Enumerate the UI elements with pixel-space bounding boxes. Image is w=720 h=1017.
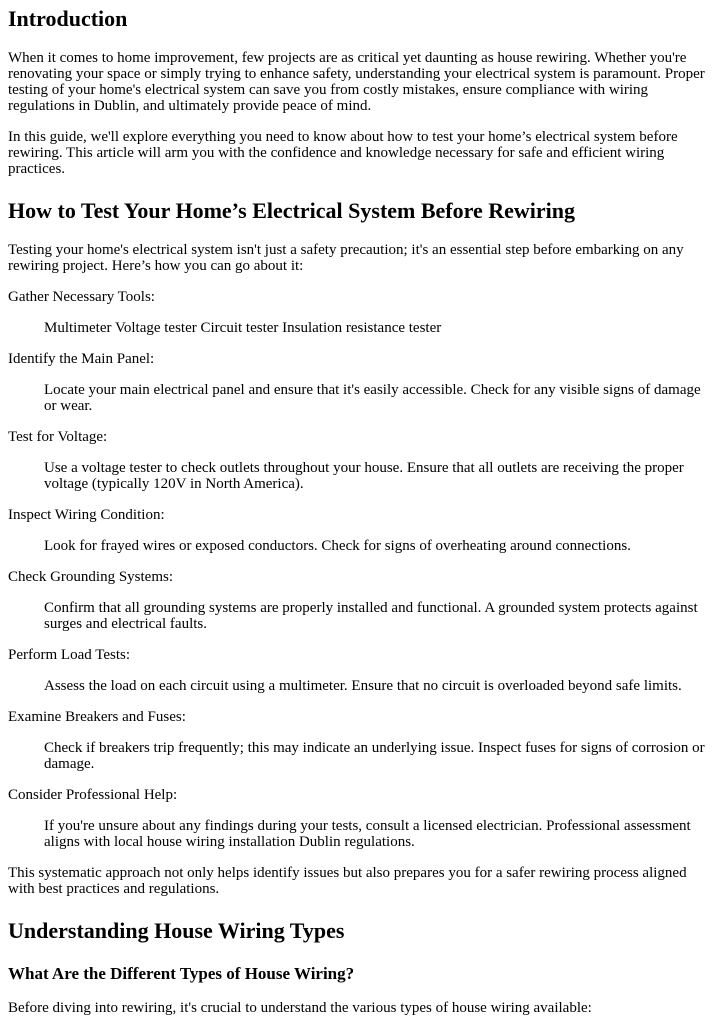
step-term: Check Grounding Systems: bbox=[8, 569, 173, 585]
types-lead: Before diving into rewiring, it's crucial to understand the various types of house wiring available: bbox=[8, 1000, 592, 1016]
step-description: Assess the load on each circuit using a multimeter. Ensure that no circuit is overloaded beyond safe limits. bbox=[44, 678, 682, 694]
step-term: Perform Load Tests: bbox=[8, 647, 130, 663]
step-description: Locate your main electrical panel and ensure that it's easily accessible. Check for any visible signs of damage or wear. bbox=[44, 382, 701, 414]
step-description: Use a voltage tester to check outlets throughout your house. Ensure that all outlets are receiving the proper voltage (typically 120V in North America). bbox=[44, 460, 684, 492]
step-description: Confirm that all grounding systems are properly installed and functional. A grounded system protects against surges and electrical faults. bbox=[44, 600, 698, 632]
intro-heading: Introduction bbox=[8, 6, 128, 31]
types-subheading: What Are the Different Types of House Wiring? bbox=[8, 964, 355, 983]
step-term: Inspect Wiring Condition: bbox=[8, 507, 165, 523]
step-description: If you're unsure about any findings during your tests, consult a licensed electrician. Professional assessment aligns with local house wiring installation Dublin regulations. bbox=[44, 818, 691, 850]
step-term: Consider Professional Help: bbox=[8, 787, 178, 803]
step-term: Test for Voltage: bbox=[8, 429, 108, 445]
testing-steps-list bbox=[8, 289, 712, 850]
types-heading: Understanding House Wiring Types bbox=[8, 918, 345, 943]
step-description: Multimeter Voltage tester Circuit tester Insulation resistance tester bbox=[44, 320, 442, 336]
testing-closing: This systematic approach not only helps identify issues but also prepares you for a safer rewiring process aligned with best practices and regulations. bbox=[8, 865, 687, 897]
testing-heading: How to Test Your Home’s Electrical System Before Rewiring bbox=[8, 198, 576, 223]
testing-lead: Testing your home's electrical system isn't just a safety precaution; it's an essential step before embarking on any rewiring project. Here’s how you can go about it: bbox=[8, 242, 684, 274]
intro-paragraph-2: In this guide, we'll explore everything you need to know about how to test your home’s electrical system before rewiring. This article will arm you with the confidence and knowledge necessary for safe and efficient wiring practices. bbox=[8, 129, 678, 177]
intro-paragraph-1: When it comes to home improvement, few projects are as critical yet daunting as house rewiring. Whether you're renovating your space or simply trying to enhance safety, understanding your electrical system is paramount. Proper testing of your home's electrical system can save you from costly mistakes, ensure compliance with wiring regulations in Dublin, and ultimately provide peace of mind. bbox=[8, 50, 705, 114]
step-description: Look for frayed wires or exposed conductors. Check for signs of overheating around connections. bbox=[44, 538, 631, 554]
step-term: Examine Breakers and Fuses: bbox=[8, 709, 186, 725]
step-term: Identify the Main Panel: bbox=[8, 351, 155, 367]
step-description: Check if breakers trip frequently; this may indicate an underlying issue. Inspect fuses for signs of corrosion or damage. bbox=[44, 740, 705, 772]
step-term: Gather Necessary Tools: bbox=[8, 289, 155, 305]
